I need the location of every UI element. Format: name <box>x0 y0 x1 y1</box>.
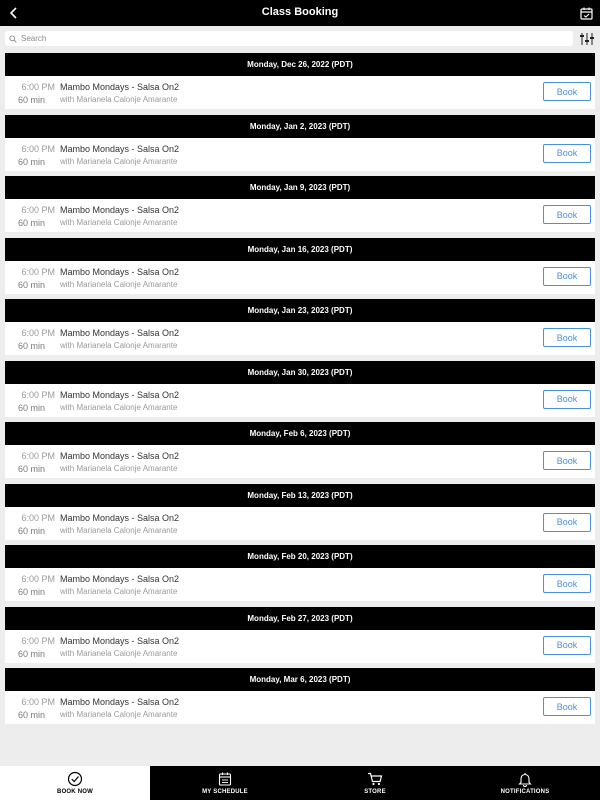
day-header: Monday, Jan 9, 2023 (PDT) <box>5 176 595 199</box>
day-group <box>5 668 595 730</box>
class-duration: 60 min <box>17 95 45 105</box>
nav-book-now[interactable] <box>0 766 150 800</box>
class-row <box>5 568 595 601</box>
day-group <box>5 607 595 669</box>
class-name: Mambo Mondays - Salsa On2 <box>60 574 180 584</box>
day-header: Monday, Feb 27, 2023 (PDT) <box>5 607 595 630</box>
class-row <box>5 261 595 294</box>
book-button[interactable]: Book <box>543 328 591 347</box>
class-time: 6:00 PM <box>21 451 55 461</box>
class-duration: 60 min <box>17 648 45 659</box>
bell-icon <box>517 771 533 787</box>
class-time: 6:00 PM <box>21 697 55 707</box>
class-name: Mambo Mondays - Salsa On2 <box>60 143 180 154</box>
class-instructor: with Marianela Calonje Amarante <box>60 648 178 658</box>
class-duration: 60 min <box>17 402 45 413</box>
check-circle-icon <box>67 771 83 787</box>
day-header: Monday, Feb 13, 2023 (PDT) <box>5 484 595 507</box>
class-duration: 60 min <box>17 710 45 720</box>
filter-button[interactable] <box>579 31 595 47</box>
class-time: 6:00 PM <box>21 512 55 523</box>
class-row <box>5 199 595 232</box>
day-header: Monday, Jan 23, 2023 (PDT) <box>5 299 595 322</box>
nav-notifications[interactable] <box>450 766 600 800</box>
class-duration: 60 min <box>17 341 45 351</box>
class-time: 6:00 PM <box>21 266 55 277</box>
day-group <box>5 53 595 115</box>
sliders-icon <box>579 31 595 47</box>
class-name: Mambo Mondays - Salsa On2 <box>60 512 180 523</box>
class-duration: 60 min <box>17 464 45 474</box>
class-name: Mambo Mondays - Salsa On2 <box>60 697 180 707</box>
class-row <box>5 76 595 109</box>
class-instructor: with Marianela Calonje Amarante <box>60 710 178 719</box>
day-header: Monday, Jan 30, 2023 (PDT) <box>5 361 595 384</box>
book-button[interactable]: Book <box>543 205 591 224</box>
class-row <box>5 322 595 355</box>
class-time: 6:00 PM <box>21 389 55 400</box>
class-duration: 60 min <box>17 218 45 228</box>
class-time: 6:00 PM <box>21 82 55 92</box>
book-button[interactable]: Book <box>543 390 591 409</box>
day-group <box>5 422 595 484</box>
nav-store[interactable] <box>300 766 450 800</box>
class-row <box>5 630 595 663</box>
book-button[interactable]: Book <box>543 574 591 593</box>
day-header: Monday, Jan 2, 2023 (PDT) <box>5 115 595 138</box>
class-instructor: with Marianela Calonje Amarante <box>60 341 178 350</box>
class-duration: 60 min <box>17 279 45 290</box>
book-button[interactable]: Book <box>543 144 591 163</box>
page-title: Class Booking <box>261 6 339 18</box>
nav-label: NOTIFICATIONS <box>500 789 550 795</box>
class-name: Mambo Mondays - Salsa On2 <box>60 635 180 646</box>
top-bar <box>0 0 600 26</box>
search-row <box>0 26 600 52</box>
bottom-nav <box>0 766 600 800</box>
book-button[interactable]: Book <box>543 697 591 716</box>
calendar-button[interactable] <box>576 3 596 23</box>
cart-icon <box>367 771 383 787</box>
class-name: Mambo Mondays - Salsa On2 <box>60 82 180 92</box>
class-instructor: with Marianela Calonje Amarante <box>60 279 178 289</box>
book-button[interactable]: Book <box>543 513 591 532</box>
class-time: 6:00 PM <box>21 635 55 646</box>
class-instructor: with Marianela Calonje Amarante <box>60 95 178 104</box>
calendar-check-icon <box>580 7 593 20</box>
day-group <box>5 545 595 607</box>
day-header: Monday, Dec 26, 2022 (PDT) <box>5 53 595 76</box>
book-button[interactable]: Book <box>543 451 591 470</box>
search-box <box>5 31 573 46</box>
class-instructor: with Marianela Calonje Amarante <box>60 464 178 473</box>
class-name: Mambo Mondays - Salsa On2 <box>60 205 180 215</box>
book-button[interactable]: Book <box>543 636 591 655</box>
class-instructor: with Marianela Calonje Amarante <box>60 525 178 535</box>
nav-label: MY SCHEDULE <box>202 789 248 795</box>
class-duration: 60 min <box>17 525 45 536</box>
class-time: 6:00 PM <box>21 574 55 584</box>
class-duration: 60 min <box>17 587 45 597</box>
day-header: Monday, Feb 6, 2023 (PDT) <box>5 422 595 445</box>
day-group <box>5 484 595 546</box>
class-row <box>5 691 595 724</box>
class-list <box>5 53 595 730</box>
class-time: 6:00 PM <box>21 328 55 338</box>
book-button[interactable]: Book <box>543 82 591 101</box>
day-header: Monday, Feb 20, 2023 (PDT) <box>5 545 595 568</box>
day-group <box>5 299 595 361</box>
class-row <box>5 138 595 171</box>
class-row <box>5 507 595 540</box>
class-name: Mambo Mondays - Salsa On2 <box>60 266 180 277</box>
day-group <box>5 115 595 177</box>
nav-label: STORE <box>364 789 386 795</box>
day-group <box>5 361 595 423</box>
book-button[interactable]: Book <box>543 267 591 286</box>
class-instructor: with Marianela Calonje Amarante <box>60 587 178 596</box>
class-name: Mambo Mondays - Salsa On2 <box>60 389 180 400</box>
nav-label: BOOK NOW <box>57 789 93 795</box>
calendar-icon <box>217 771 233 787</box>
class-row <box>5 445 595 478</box>
class-name: Mambo Mondays - Salsa On2 <box>60 451 180 461</box>
day-header: Monday, Jan 16, 2023 (PDT) <box>5 238 595 261</box>
class-instructor: with Marianela Calonje Amarante <box>60 218 178 227</box>
class-name: Mambo Mondays - Salsa On2 <box>60 328 180 338</box>
nav-my-schedule[interactable] <box>150 766 300 800</box>
class-duration: 60 min <box>17 156 45 167</box>
class-instructor: with Marianela Calonje Amarante <box>60 156 178 166</box>
class-time: 6:00 PM <box>21 205 55 215</box>
day-group <box>5 238 595 300</box>
class-row <box>5 384 595 417</box>
class-instructor: with Marianela Calonje Amarante <box>60 402 178 412</box>
search-input[interactable] <box>21 34 561 43</box>
search-icon <box>5 31 21 46</box>
day-group <box>5 176 595 238</box>
day-header: Monday, Mar 6, 2023 (PDT) <box>5 668 595 691</box>
class-time: 6:00 PM <box>21 143 55 154</box>
